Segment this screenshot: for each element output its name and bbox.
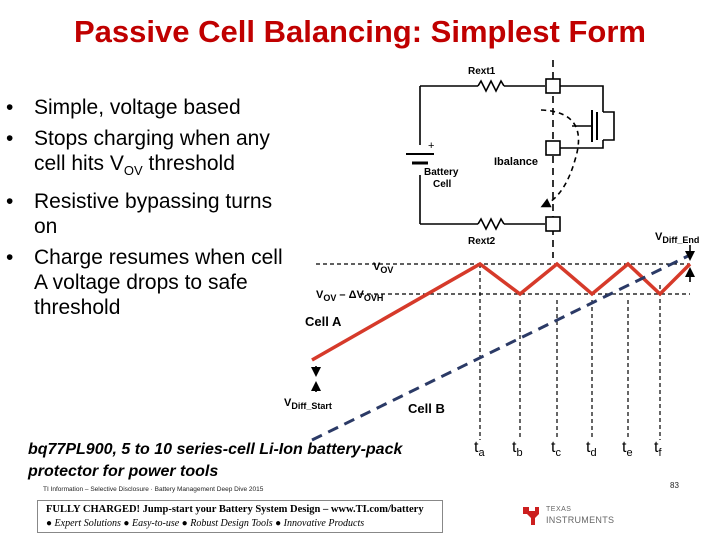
disclosure-note: TI Information – Selective Disclosure · Battery Management Deep Dive 2015 <box>43 486 264 493</box>
vdiff-start-label: $V_{Diff\_Start}$ <box>284 397 332 411</box>
resistor-rext1 <box>478 81 504 91</box>
cell-a-label: Cell A <box>305 314 342 329</box>
slide-title: Passive Cell Balancing: Simplest Form <box>74 14 646 49</box>
bullet-text-end: threshold <box>142 152 235 175</box>
ibalance-label: Ibalance <box>494 156 539 168</box>
battery-plus: + <box>428 140 435 152</box>
time-labels <box>474 439 662 459</box>
ti-logo-text: TEXAS <box>546 506 572 513</box>
footer-banner <box>37 500 443 533</box>
bullet-text: Simple, voltage based <box>34 96 241 119</box>
mosfet-body <box>603 112 614 140</box>
vovh-label: $V_{OV} - \Delta V_{OVH}$ <box>316 289 384 303</box>
ti-logo-text: INSTRUMENTS <box>546 515 615 525</box>
bullet-glyph: • <box>6 246 14 270</box>
cell-b-label: Cell B <box>408 401 445 416</box>
cell-b-trace <box>312 255 690 440</box>
bullet-text: Charge resumes when cell A voltage drops to safe threshold <box>34 246 283 320</box>
time-label: $t_d$ <box>586 439 597 459</box>
threshold-lines <box>316 264 690 440</box>
resistor-rext2 <box>478 219 504 229</box>
battery-label: Battery <box>424 167 459 178</box>
bullet-text: Stops charging when any cell hits V <box>34 127 270 175</box>
bullet-glyph: • <box>6 127 14 150</box>
vdiff-end-label: $V_{Diff\_End}$ <box>655 231 700 245</box>
wire <box>560 86 603 112</box>
time-label: $t_e$ <box>622 439 633 459</box>
bullet-text: Resistive bypassing turns on <box>34 190 273 239</box>
vov-label: $V_{OV}$ <box>373 261 394 275</box>
time-label: $t_b$ <box>512 439 523 459</box>
ti-logo <box>520 503 620 529</box>
slide-number: 83 <box>670 481 679 490</box>
battery-label: Cell <box>433 179 452 190</box>
banner-tagline: ● Expert Solutions ● Easy-to-use ● Robust Design Tools ● Innovative Products <box>46 518 365 529</box>
time-label: $t_f$ <box>654 439 662 459</box>
wire <box>560 140 603 148</box>
time-label: $t_c$ <box>551 439 561 459</box>
bullet-glyph: • <box>6 190 14 214</box>
banner-headline: FULLY CHARGED! Jump-start your Battery System Design – www.TI.com/battery <box>46 504 424 515</box>
ibalance-arrow <box>541 110 579 205</box>
rext1-label: Rext1 <box>468 66 496 77</box>
part-caption: bq77PL900, 5 to 10 series-cell Li-Ion battery-pack protector for power tools <box>28 441 403 480</box>
bullet-glyph: • <box>6 96 14 119</box>
bullet-subscript: OV <box>123 163 143 179</box>
ti-logo-icon <box>520 504 542 528</box>
battery-symbol <box>406 154 434 163</box>
rext2-label: Rext2 <box>468 236 496 247</box>
time-label: $t_a$ <box>474 439 485 459</box>
cell-a-trace <box>312 264 690 360</box>
